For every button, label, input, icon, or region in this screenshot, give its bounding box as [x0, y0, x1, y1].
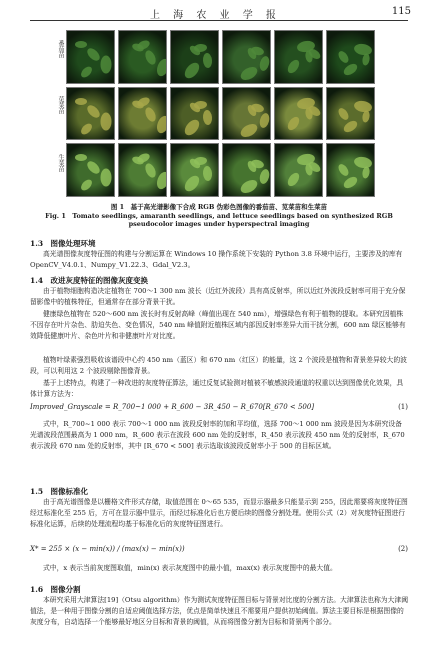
paragraph: 植物叶绿素强烈吸收该谱段中心约 450 nm（蓝区）和 670 nm（红区）的能量，这 2 个波段是植物和背景差异较大的波段，可以利用这 2 个波段剔除图像背景。 [30, 356, 407, 376]
leaf-shape [85, 46, 102, 63]
leaf-shape [143, 162, 157, 179]
leaf-shape [238, 121, 259, 140]
leaf-shape [182, 173, 202, 194]
paragraph: 由于植物细胞构造决定植物在 700～1 300 nm 波长（近红外波段）具有高反射率，所以近红外波段反射率可用于充分保留影像中的植株特征，但通常存在部分背景干扰。 [30, 287, 406, 307]
leaf-shape [194, 100, 208, 109]
leaf-shape [342, 119, 359, 135]
section-heading: 1.6 图像分割 [30, 585, 81, 594]
paragraph: 健康绿色植物在 520～600 nm 波长时有反射高峰（峰值出现在 540 nm），增强绿色有利于植物的提取。本研究因植株不因存在叶片杂色、肋迫失色、变色情况，540 nm 峰值附近植株区域内部因反射率差异大而干扰分割，600 nm 绿区能够有效降低健康叶片、杂色叶片和非健康叶片对比度。 [30, 310, 406, 341]
leaf-shape [75, 98, 87, 105]
paragraph: 式中，R_700~1 000 表示 700～1 000 nm 波段反射率的加和平均值，选择 700～1 000 nm 波段是因为本研究设备光谱波段范围最高为 1 000 nm，R_600 表示在波段 600 nm 处的反射率，R_450 表示波段 450 nm 处的反射率，R_670 表示波段 670 nm 处的反射率，其中 [R_670 < 500] 表示选取该波段反射率小于 500 的目标区域。 [30, 420, 405, 451]
leaf-shape [202, 53, 212, 69]
paragraph: 由于高光谱图像是以栅格文件形式存储，取值范围在 0～65 535，而显示器最多只能显示到 255，因此需要将灰度特征图经过标准化至 255 后，方可在显示器中显示，而经过标准化后也方便后续的图像分割处理。使用公式（2）对灰度特征图进行标准化运算，后续的处理流程均基于标准化后的灰度特征图进行。 [30, 498, 408, 529]
equation-2: X* = 255 × (x − min(x)) / (max(x) − min(x)) (2) [30, 545, 408, 553]
figure-caption-cn: 图 1 基于高光谱影像下合成 RGB 伪彩色图像的番茄苗、苋菜苗和生菜苗 [110, 203, 328, 211]
seedling-image-tile [222, 143, 271, 197]
leaf-shape [101, 169, 112, 187]
seedling-image-tile [66, 143, 115, 197]
seedling-figure [52, 30, 380, 200]
leaf-shape [182, 117, 202, 138]
paragraph: 基于上述特点，构建了一种改进的灰度特征算法，通过反复试验测对植被不敏感波段通道的权重以达到图像优化效果，具体计算方法为： [30, 379, 404, 399]
leaf-shape [85, 103, 102, 120]
seedling-image-tile [170, 143, 219, 197]
row-label-amaranth: 苋菜苗 [57, 96, 64, 114]
leaf-shape [336, 162, 350, 177]
section-heading: 1.4 改进灰度特征的图像灰度变换 [30, 276, 149, 285]
seedling-image-tile [326, 30, 375, 84]
seedling-image-tile [118, 143, 167, 197]
leaf-shape [353, 156, 373, 170]
paragraph: 高光谱图像灰度特征图的构建与分割运算在 Windows 10 操作系统下安装的 Python 3.8 环境中运行，主要涉及的库有 OpenCV_V4.0.1、Numpy_V1.22.3、Gdal_V2.3。 [30, 250, 403, 270]
row-label-tomato: 番茄苗 [57, 40, 64, 58]
leaf-shape [75, 41, 87, 48]
leaf-shape [202, 110, 212, 126]
leaf-shape [194, 43, 208, 52]
seedling-image-tile [118, 87, 167, 140]
leaf-shape [101, 56, 112, 74]
seedling-image-tile [118, 30, 167, 84]
leaf-shape [155, 57, 167, 78]
leaf-shape [238, 64, 259, 83]
leaf-shape [286, 58, 302, 75]
leaf-shape [101, 113, 112, 131]
equation-1: Improved_Grayscale = R_700~1 000 + R_600 − 3R_450 − R_670[R_670 < 500] (1) [30, 403, 408, 411]
leaf-shape [202, 166, 212, 182]
leaf-shape [336, 49, 350, 64]
leaf-shape [353, 43, 373, 57]
seedling-image-tile [66, 87, 115, 140]
page-number: 115 [391, 6, 411, 17]
header-rule [30, 20, 408, 21]
running-header [0, 6, 427, 20]
leaf-shape [353, 100, 373, 114]
leaf-shape [79, 178, 94, 193]
leaf-shape [155, 114, 167, 135]
leaf-shape [143, 106, 157, 123]
equation-number: (1) [398, 403, 408, 411]
leaf-shape [182, 60, 202, 81]
seedling-image-tile [326, 143, 375, 197]
leaf-shape [258, 55, 271, 72]
leaf-shape [286, 115, 302, 132]
leaf-shape [155, 170, 167, 191]
leaf-shape [342, 175, 359, 191]
leaf-shape [143, 49, 157, 66]
paragraph: 本研究采用大津算法[19]（Otsu algorithm）作为测试灰度特征图目标与背景对比度的分割方法。大津算法也称为大津阈值法，是一种用于图像分割的自适应阈值选择方法，优点是简单快速且不需要用户提供初始阈值。算法主要目标是根据图像的灰度分布，自动选择一个能够最好地区分目标和背景的阈值，从而将图像分割为目标和背景两个部分。 [30, 596, 408, 627]
leaf-shape [238, 177, 259, 196]
paragraph: 式中，x 表示当前灰度图取值，min(x) 表示灰度图中的最小值，max(x) 表示灰度图中的最大值。 [43, 564, 337, 572]
row-label-lettuce: 生菜苗 [57, 154, 64, 172]
leaf-shape [286, 171, 302, 188]
section-heading: 1.5 图像标准化 [30, 487, 89, 496]
leaf-shape [75, 154, 87, 161]
leaf-shape [79, 65, 94, 80]
leaf-shape [342, 62, 359, 78]
seedling-image-tile [222, 30, 271, 84]
leaf-shape [79, 122, 94, 137]
leaf-shape [258, 168, 271, 185]
journal-title: 上 海 农 业 学 报 [150, 10, 281, 21]
seedling-image-tile [274, 87, 323, 140]
seedling-image-tile [222, 87, 271, 140]
seedling-image-tile [274, 30, 323, 84]
section-heading: 1.3 图像处理环境 [30, 239, 96, 248]
leaf-shape [194, 156, 208, 165]
seedling-image-tile [170, 87, 219, 140]
leaf-shape [85, 159, 102, 176]
equation-number: (2) [398, 545, 408, 553]
leaf-shape [258, 112, 271, 129]
seedling-image-tile [170, 30, 219, 84]
leaf-shape [336, 106, 350, 121]
figure-caption-en: Fig. 1 Tomato seedlings, amaranth seedlings, and lettuce seedlings based on synthesized RGB pseudocolor images under hyperspectral imaging [45, 212, 393, 228]
seedling-image-tile [66, 30, 115, 84]
seedling-image-tile [326, 87, 375, 140]
seedling-image-tile [274, 143, 323, 197]
